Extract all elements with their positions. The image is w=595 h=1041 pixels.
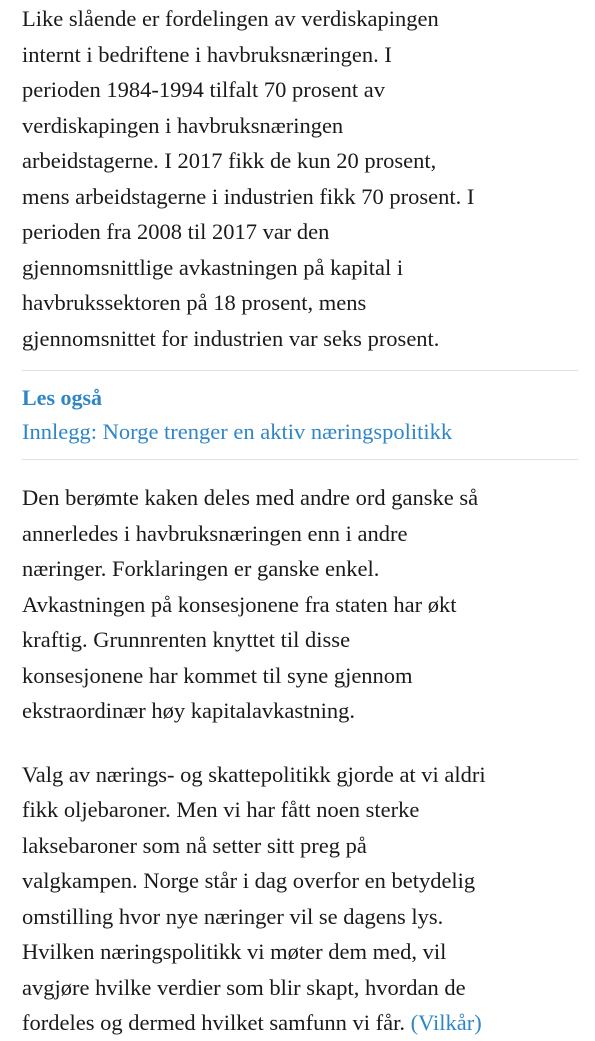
related-article-link[interactable]: Innlegg: Norge trenger en aktiv næringspolitikk bbox=[22, 419, 453, 444]
paragraph-line: omstilling hvor nye næringer vil se dagens lys. bbox=[22, 903, 444, 929]
paragraph-line: laksebaroner som nå setter sitt preg på bbox=[22, 832, 367, 858]
article-body bbox=[22, 0, 578, 1041]
article-paragraph bbox=[22, 0, 578, 356]
paragraph-line: næringer. Forklaringen er ganske enkel. bbox=[22, 556, 380, 581]
paragraph-line: konsesjonene har kommet til syne gjennom bbox=[22, 662, 413, 688]
paragraph-line: ekstraordinær høy kapitalavkastning. bbox=[22, 698, 356, 723]
paragraph-line: perioden 1984-1994 tilfalt 70 prosent av bbox=[22, 77, 386, 102]
related-heading: Les også bbox=[22, 385, 103, 410]
paragraph-last-line-text: fordeles og dermed hvilket samfunn vi får. bbox=[22, 1010, 406, 1035]
paragraph-line: fikk oljebaroner. Men vi har fått noen sterke bbox=[22, 797, 420, 822]
terms-link[interactable]: (Vilkår) bbox=[410, 1010, 482, 1035]
paragraph-line: havbrukssektoren på 18 prosent, mens bbox=[22, 290, 367, 315]
article-paragraph bbox=[22, 757, 578, 1041]
paragraph-line: Avkastningen på konsesjonene fra staten har økt bbox=[22, 591, 457, 617]
paragraph-line: Like slående er fordelingen av verdiskapingen bbox=[22, 6, 439, 31]
paragraph-line: mens arbeidstagerne i industrien fikk 70 prosent. I bbox=[22, 183, 475, 209]
paragraph-line: arbeidstagerne. I 2017 fikk de kun 20 prosent, bbox=[22, 148, 437, 173]
paragraph-line: annerledes i havbruksnæringen enn i andre bbox=[22, 520, 408, 546]
paragraph-line: internt i bedriftene i havbruksnæringen. I bbox=[22, 41, 392, 67]
related-article-box bbox=[22, 370, 578, 460]
paragraph-line: Valg av nærings- og skattepolitikk gjorde at vi aldri bbox=[22, 761, 486, 787]
paragraph-line: gjennomsnittet for industrien var seks prosent. bbox=[22, 325, 440, 351]
paragraph-line: verdiskapingen i havbruksnæringen bbox=[22, 112, 344, 138]
paragraph-line: Den berømte kaken deles med andre ord ganske så bbox=[22, 485, 479, 510]
article-paragraph bbox=[22, 480, 578, 729]
paragraph-line: kraftig. Grunnrenten knyttet til disse bbox=[22, 627, 351, 652]
paragraph-line: avgjøre hvilke verdier som blir skapt, hvordan de bbox=[22, 974, 466, 1000]
paragraph-line: Hvilken næringspolitikk vi møter dem med, vil bbox=[22, 939, 447, 964]
paragraph-line: valgkampen. Norge står i dag overfor en betydelig bbox=[22, 868, 476, 893]
paragraph-line: gjennomsnittlige avkastningen på kapital i bbox=[22, 254, 404, 280]
paragraph-last-line bbox=[22, 1005, 578, 1041]
paragraph-line: perioden fra 2008 til 2017 var den bbox=[22, 219, 330, 244]
